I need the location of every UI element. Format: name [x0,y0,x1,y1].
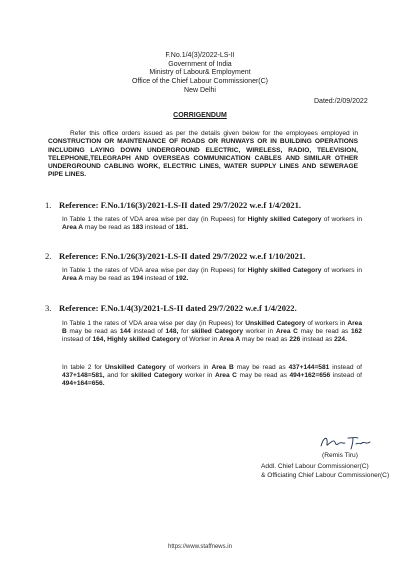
bold-run: 181. [175,224,189,232]
text-run: In Table 1 the rates of VDA area wise per day (in Rupees) for [62,216,246,223]
dated-line: Dated:/2/09/2022 [314,98,368,105]
text-run: In table 2 for [62,364,103,371]
text-run: worker in [245,328,274,336]
designation-line-1: Addl. Chief Labour Commissioner(C) [261,463,369,470]
office-line: Office of the Chief Labour Commissioner(C) [131,78,269,86]
intro-bold: CONSTRUCTION OR MAINTENANCE OF ROADS OR RUNWAYS OR IN BUILDING OPERATIONS INCLUDING LAYING DOWN UNDERGROUND ELECTRIC, WIRELESS, RADIO, TELEVISION, TELEPHONE,TELEGRAPH AND OVERSEAS COMMUNICATION CABLES AND SIMILAR OTHER UNDERGROUND CABLING WORK, ELECTRIC LINES, WATER SUPPLY LINES AND SEWERAGE PIPE LINES. [48,138,358,179]
text-run: of workers in [307,320,346,327]
bold-run: skilled Category [130,372,183,380]
paragraph-1 [62,216,362,232]
text-run: of workers in [323,267,362,274]
text-run: instead of [133,328,163,336]
reference-3 [45,303,365,313]
text-run: instead of [332,364,362,371]
bold-run: 164, [92,336,106,344]
bold-run: skilled Category [191,328,244,336]
text-run: may be read as [236,364,286,371]
text-run: for [180,328,189,336]
city-line: New Delhi [184,86,216,94]
paragraph-2 [62,267,362,283]
bold-run: Area A [62,224,84,232]
paragraph-3a [62,320,362,345]
text-run: instead as [302,336,333,344]
bold-run: 148, [165,328,179,336]
text-run: In Table 1 the rates of VDA area wise per day (in Rupees) for [62,320,244,327]
bold-run: 494+162=656 [289,372,331,380]
bold-run: Highly skilled Category [107,336,181,344]
text-run: may be read as [84,275,131,283]
text-run: may be read as [69,328,118,336]
intro-paragraph [48,130,358,180]
bold-run: 437+144=581 [288,364,330,371]
bold-run: 226 [289,336,301,344]
signature-scribble [318,432,378,452]
bold-run: 437+148=581, [62,372,105,380]
bold-run: 494+164=656. [62,380,105,388]
reference-text: Reference: F.No.1/16(3)/2021-LS-II dated 29/7/2022 w.e.f 1/4/2021. [59,200,302,210]
bold-run: Area B [211,364,234,371]
intro-lead: Refer this office orders issued as per the details given below for the employees employed in [70,130,358,137]
item-number: 2. [45,251,52,261]
bold-run: 224. [334,336,347,344]
text-run: may be read as [239,372,287,380]
text-run: of Worker in [181,336,218,344]
text-run: instead of [145,275,174,283]
footer-url: https://www.staffnews.in [168,544,232,550]
text-run: worker in [184,372,213,380]
letterhead [0,52,400,96]
designation-line-2: & Officiating Chief Labour Commissioner(C) [261,472,390,479]
bold-run: 194 [132,275,144,283]
text-run: instead of [145,224,174,232]
text-run: In Table 1 the rates of VDA area wise per day (in Rupees) for [62,267,246,274]
bold-run: 183 [132,224,144,232]
reference-text: Reference: F.No.1/4(3)/2021-LS-II dated 29/7/2022 w.e.f 1/4/2022. [59,303,297,313]
reference-2 [45,251,365,261]
file-number: F.No.1/4(3)/2022-LS-II [165,52,235,59]
text-run: may be read as [84,224,131,232]
bold-run: Unskilled Category [105,364,166,371]
bold-run: Area A [219,336,241,344]
bold-run: Area C [275,328,298,336]
bold-run: Area A [62,275,84,283]
text-run: instead of [332,372,363,380]
government-line: Government of India [168,60,232,68]
text-run: and for [107,372,129,380]
bold-run: 144 [119,328,131,336]
bold-run: 162 [350,328,362,336]
text-run: of workers in [168,364,209,371]
reference-text: Reference: F.No.1/26(3)/2021-LS-II dated 29/7/2022 w.e.f 1/10/2021. [59,251,306,261]
bold-run: Highly skilled Category [247,216,322,223]
text-run: of workers in [323,216,362,223]
text-run: may be read as [242,336,288,344]
item-number: 1. [45,200,52,210]
reference-1 [45,200,365,210]
text-run: instead of [62,336,91,344]
ministry-line: Ministry of Labour& Employment [149,69,251,77]
paragraph-3b [62,364,362,389]
bold-run: Highly skilled Category [247,267,322,274]
bold-run: Unskilled Category [245,320,306,327]
bold-run: 192. [175,275,189,283]
bold-run: Area B [62,320,362,336]
item-number: 3. [45,303,52,313]
text-run: may be read as [300,328,349,336]
bold-run: Area C [214,372,237,380]
document-title: CORRIGENDUM [173,112,227,119]
signatory-name: (Remis Tiru) [322,452,358,459]
